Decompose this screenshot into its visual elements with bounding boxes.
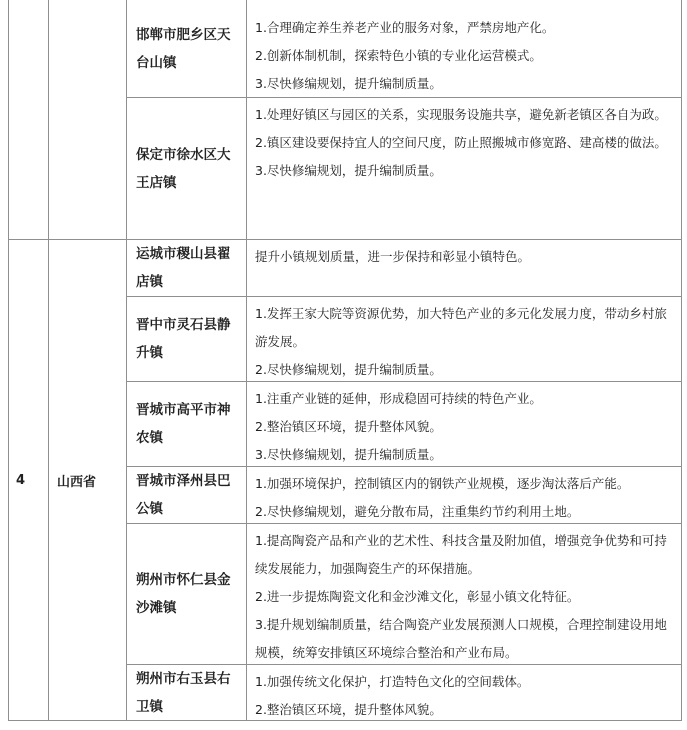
measure-item: 2.创新体制机制，探索特色小镇的专业化运营模式。 [255,48,542,63]
measure-item: 1.注重产业链的延伸，形成稳固可持续的特色产业。 [255,391,542,406]
measure-item: 2.尽快修编规划，避免分散布局，注重集约节约利用土地。 [255,504,580,519]
measures-cell [247,14,681,97]
measures-cell [247,385,681,466]
grid-line [681,0,682,721]
measure-item: 2.整治镇区环境，提升整体风貌。 [255,419,442,434]
measure-item: 2.整治镇区环境，提升整体风貌。 [255,702,442,717]
measures-cell [247,300,681,381]
measures-cell [247,101,681,239]
town-name: 晋城市泽州县巴公镇 [136,473,231,517]
measure-item: 提升小镇规划质量，进一步保持和彰显小镇特色。 [255,249,531,264]
measure-item: 1.提高陶瓷产品和产业的艺术性、科技含量及附加值，增强竞争优势和可持续发展能力，加强陶瓷生产的环保措施。 [255,533,667,576]
town-name: 晋城市高平市神农镇 [136,402,231,446]
measures-cell [247,243,681,296]
measure-item: 3.尽快修编规划，提升编制质量。 [255,447,442,462]
town-name: 朔州市右玉县右卫镇 [136,670,231,715]
measure-item: 2.镇区建设要保持宜人的空间尺度，防止照搬城市修宽路、建高楼的做法。 [255,135,667,150]
measure-item: 1.合理确定养生养老产业的服务对象，严禁房地产化。 [255,20,555,35]
measures-cell [247,527,681,664]
town-name: 朔州市怀仁县金沙滩镇 [136,572,231,616]
town-name: 晋中市灵石县静升镇 [136,317,231,361]
measures-cell [247,668,681,720]
measure-item: 2.尽快修编规划，提升编制质量。 [255,362,442,377]
town-table [8,0,682,721]
measure-item: 3.提升规划编制质量，结合陶瓷产业发展预测人口规模，合理控制建设用地规模，统筹安排镇区环境综合整治和产业布局。 [255,617,667,660]
province-name: 山西省 [57,474,97,490]
row-number: 4 [16,472,26,488]
town-name: 邯郸市肥乡区天台山镇 [136,26,231,71]
measure-item: 1.处理好镇区与园区的关系，实现服务设施共享，避免新老镇区各自为政。 [255,107,667,122]
measure-item: 2.进一步提炼陶瓷文化和金沙滩文化，彰显小镇文化特征。 [255,589,580,604]
town-name: 运城市稷山县翟店镇 [136,246,231,290]
measures-cell [247,470,681,523]
measure-item: 1.发挥王家大院等资源优势，加大特色产业的多元化发展力度，带动乡村旅游发展。 [255,306,667,349]
town-name: 保定市徐水区大王店镇 [136,146,231,191]
measure-item: 3.尽快修编规划，提升编制质量。 [255,163,442,178]
measure-item: 3.尽快修编规划，提升编制质量。 [255,76,442,91]
measure-item: 1.加强传统文化保护，打造特色文化的空间载体。 [255,674,530,689]
measure-item: 1.加强环境保护，控制镇区内的钢铁产业规模，逐步淘汰落后产能。 [255,476,630,491]
